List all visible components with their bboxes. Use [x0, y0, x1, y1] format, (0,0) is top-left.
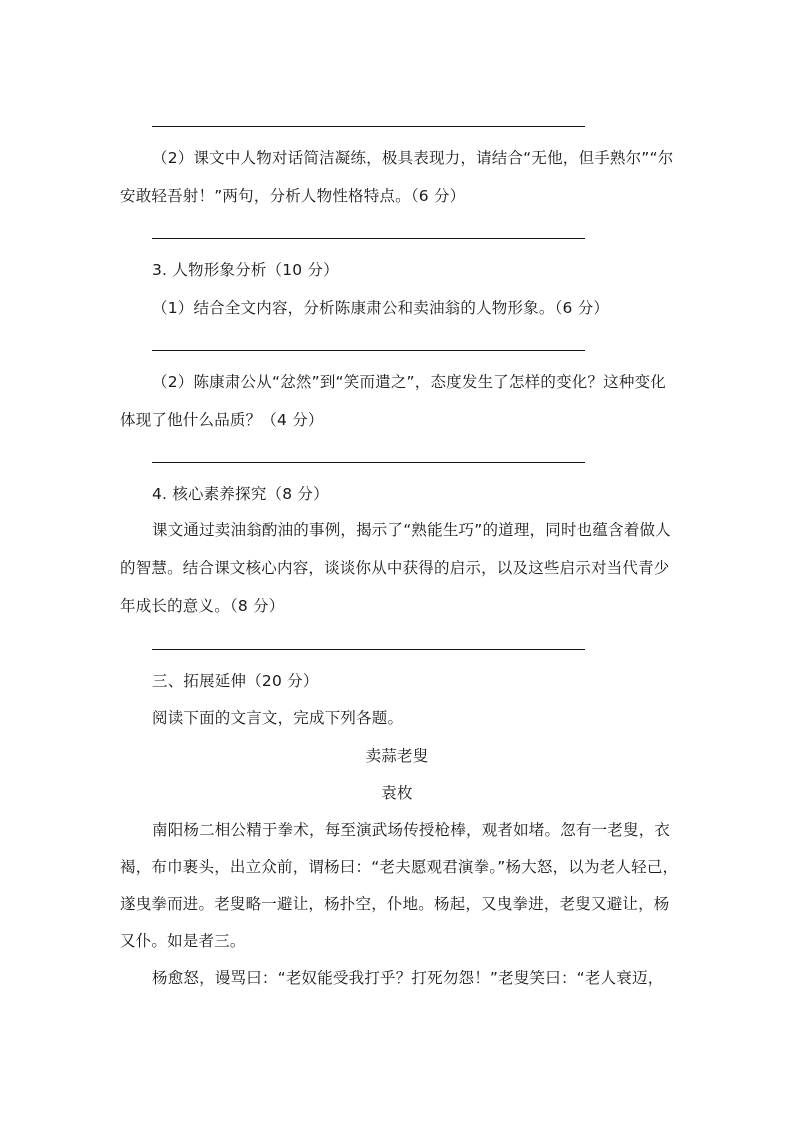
question-4-heading: 4. 核心素养探究（8 分）	[152, 485, 329, 503]
answer-line	[152, 462, 585, 463]
answer-line	[152, 649, 585, 650]
answer-line	[152, 126, 585, 127]
question-2-2-line-2: 安敢轻吾射！”两句，分析人物性格特点。（6 分）	[120, 187, 466, 205]
passage-p1-line-3: 遂曳拳而进。老叟略一避让，杨扑空，仆地。杨起，又曳拳进，老叟又避让，杨	[120, 895, 670, 913]
question-3-2-line-2: 体现了他什么品质？（4 分）	[120, 411, 324, 429]
passage-p2-line-1: 杨愈怒，谩骂曰：“老奴能受我打乎？打死勿怨！”老叟笑曰：“老人衰迈，	[152, 969, 664, 987]
passage-p1-line-1: 南阳杨二相公精于拳术，每至演武场传授枪棒，观者如堵。忽有一老叟，衣	[152, 821, 671, 839]
passage-p1-line-2: 褐，布巾裹头，出立众前，谓杨曰：“老夫愿观君演拳。”杨大怒，以为老人轻己，	[120, 858, 679, 876]
answer-line	[152, 238, 585, 239]
passage-title: 卖蒜老叟	[365, 747, 429, 765]
question-3-heading: 3. 人物形象分析（10 分）	[152, 261, 339, 279]
section-3-heading: 三、拓展延伸（20 分）	[152, 672, 319, 690]
question-3-1: （1）结合全文内容，分析陈康肃公和卖油翁的人物形象。（6 分）	[152, 299, 610, 317]
question-4-line-1: 课文通过卖油翁酌油的事例，揭示了“熟能生巧”的道理，同时也蕴含着做人	[152, 521, 671, 539]
answer-line	[152, 350, 585, 351]
question-4-line-2: 的智慧。结合课文核心内容，谈谈你从中获得的启示，以及这些启示对当代青少	[120, 559, 670, 577]
section-3-instruction: 阅读下面的文言文，完成下列各题。	[152, 709, 404, 727]
question-4-line-3: 年成长的意义。（8 分）	[120, 597, 285, 615]
passage-author: 袁枚	[381, 784, 413, 802]
question-3-2-line-1: （2）陈康肃公从“忿然”到“笑而遣之”，态度发生了怎样的变化？这种变化	[152, 373, 666, 391]
passage-p1-line-4: 又仆。如是者三。	[120, 932, 246, 950]
question-2-2-line-1: （2）课文中人物对话简洁凝练，极具表现力，请结合“无他，但手熟尔”“尔	[152, 149, 674, 167]
